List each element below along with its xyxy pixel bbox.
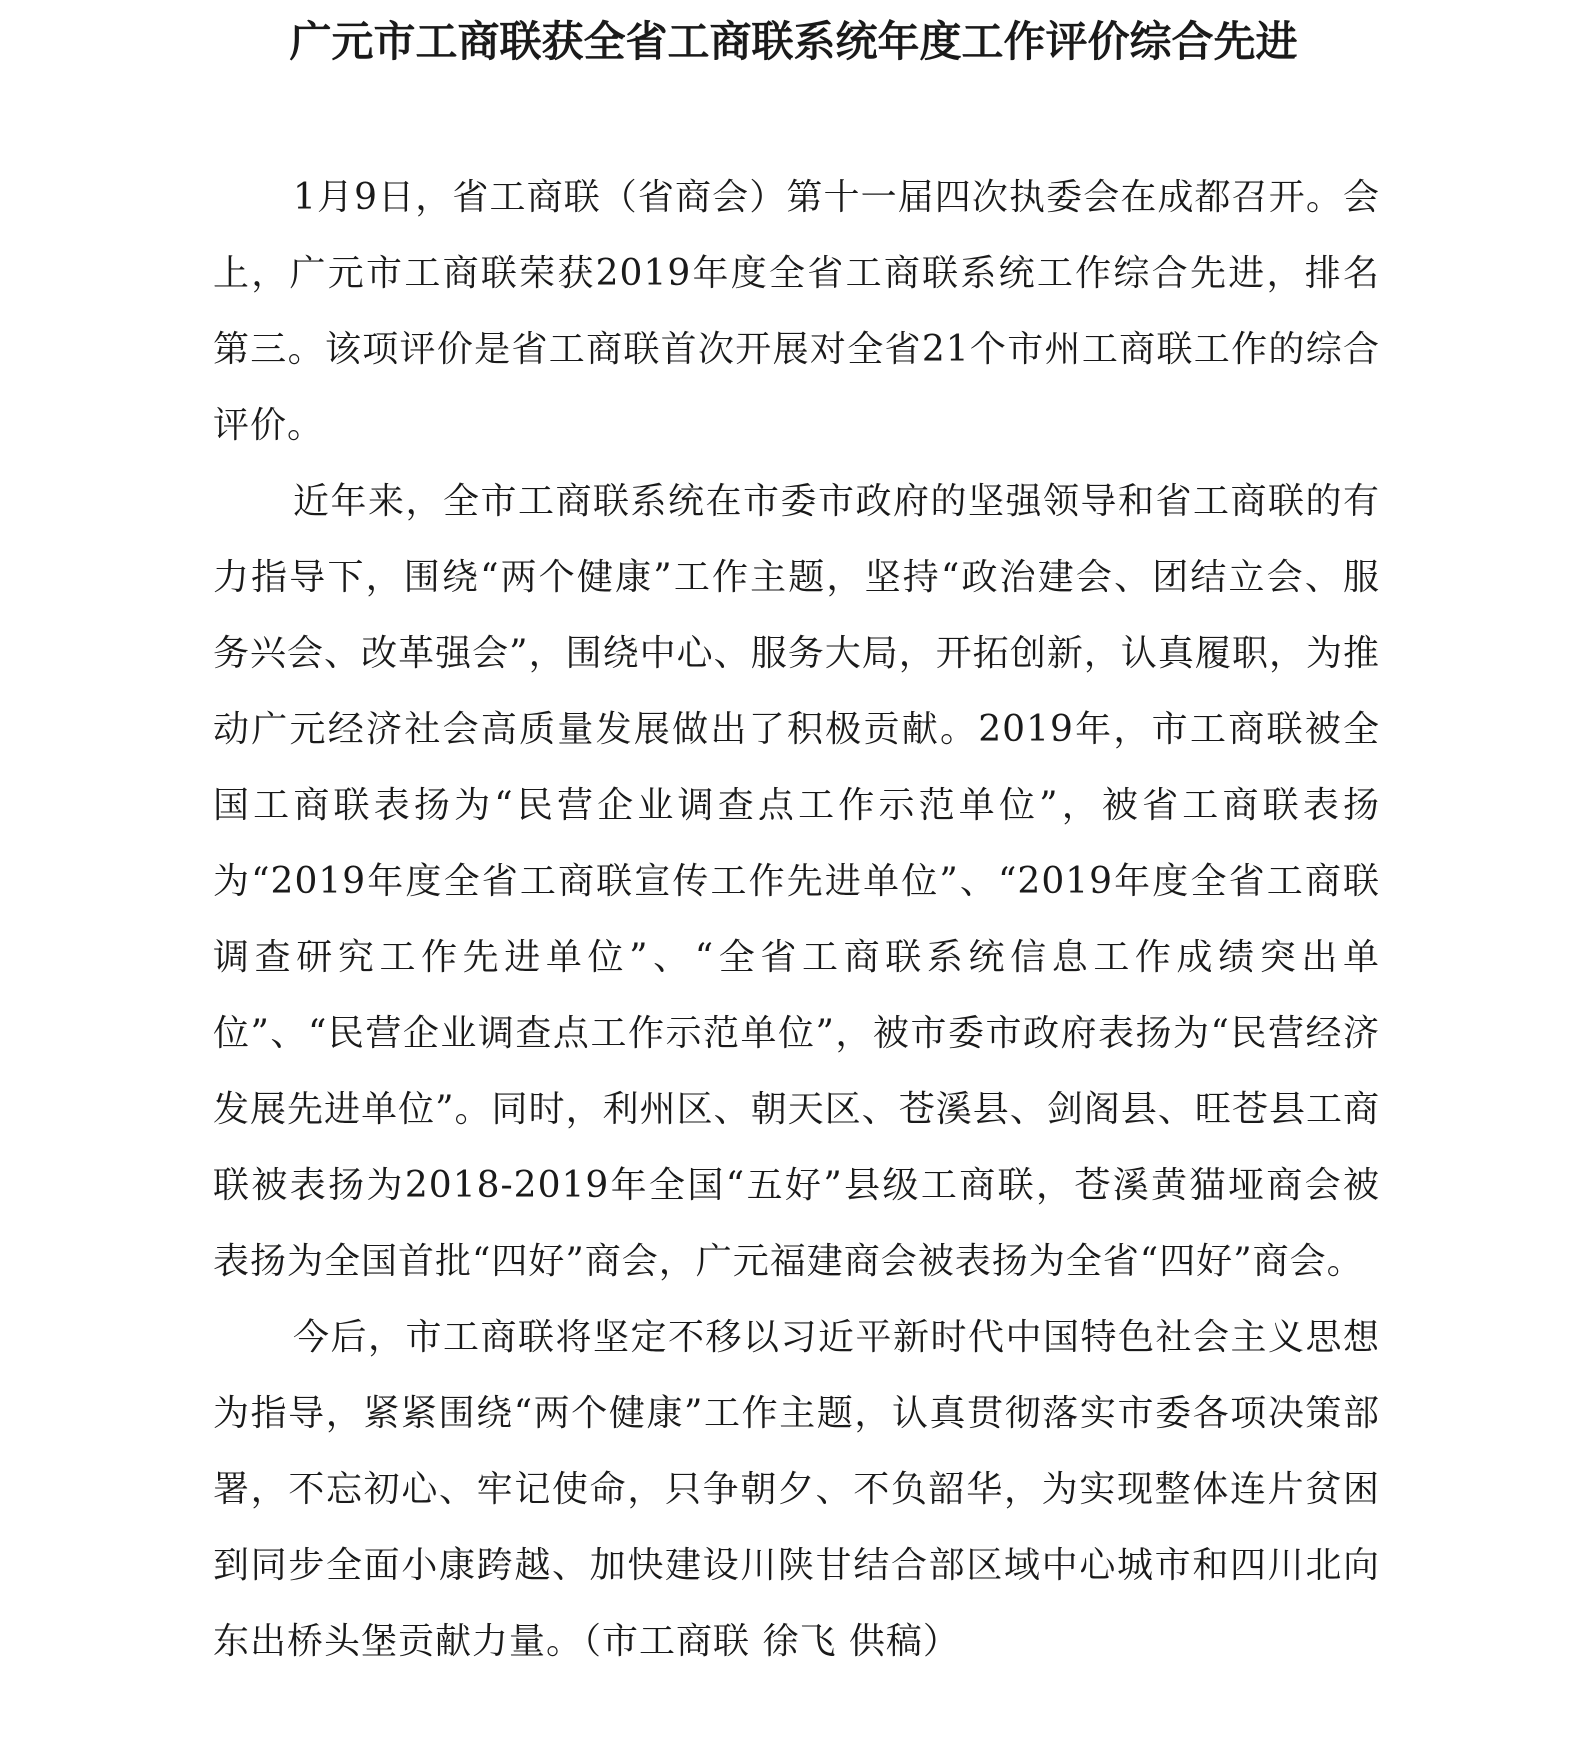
paragraph-2: 近年来，全市工商联系统在市委市政府的坚强领导和省工商联的有力指导下，围绕“两个健康”工作主题，坚持“政治建会、团结立会、服务兴会、改革强会”，围绕中心、服务大局，开拓创新，认真履职，为推动广元经济社会高质量发展做出了积极贡献。2019年，市工商联被全国工商联表扬为“民营企业调查点工作示范单位”，被省工商联表扬为“2019年度全省工商联宣传工作先进单位”、“2019年度全省工商联调查研究工作先进单位”、“全省工商联系统信息工作成绩突出单位”、“民营企业调查点工作示范单位”，被市委市政府表扬为“民营经济发展先进单位”。同时，利州区、朝天区、苍溪县、剑阁县、旺苍县工商联被表扬为2018-2019年全国“五好”县级工商联，苍溪黄猫垭商会被表扬为全国首批“四好”商会，广元福建商会被表扬为全省“四好”商会。: [213, 481, 1380, 1282]
paragraph-1: 1月9日，省工商联（省商会）第十一届四次执委会在成都召开。会上，广元市工商联荣获2019年度全省工商联系统工作综合先进，排名第三。该项评价是省工商联首次开展对全省21个市州工商联工作的综合评价。: [213, 177, 1380, 446]
document-body: [213, 160, 1380, 1680]
document-title: 广元市工商联获全省工商联系统年度工作评价综合先进: [289, 17, 1298, 66]
paragraph-3: 今后，市工商联将坚定不移以习近平新时代中国特色社会主义思想为指导，紧紧围绕“两个健康”工作主题，认真贯彻落实市委各项决策部署，不忘初心、牢记使命，只争朝夕、不负韶华，为实现整体连片贫困到同步全面小康跨越、加快建设川陕甘结合部区域中心城市和四川北向东出桥头堡贡献力量。（市工商联 徐飞 供稿）: [213, 1317, 1380, 1662]
